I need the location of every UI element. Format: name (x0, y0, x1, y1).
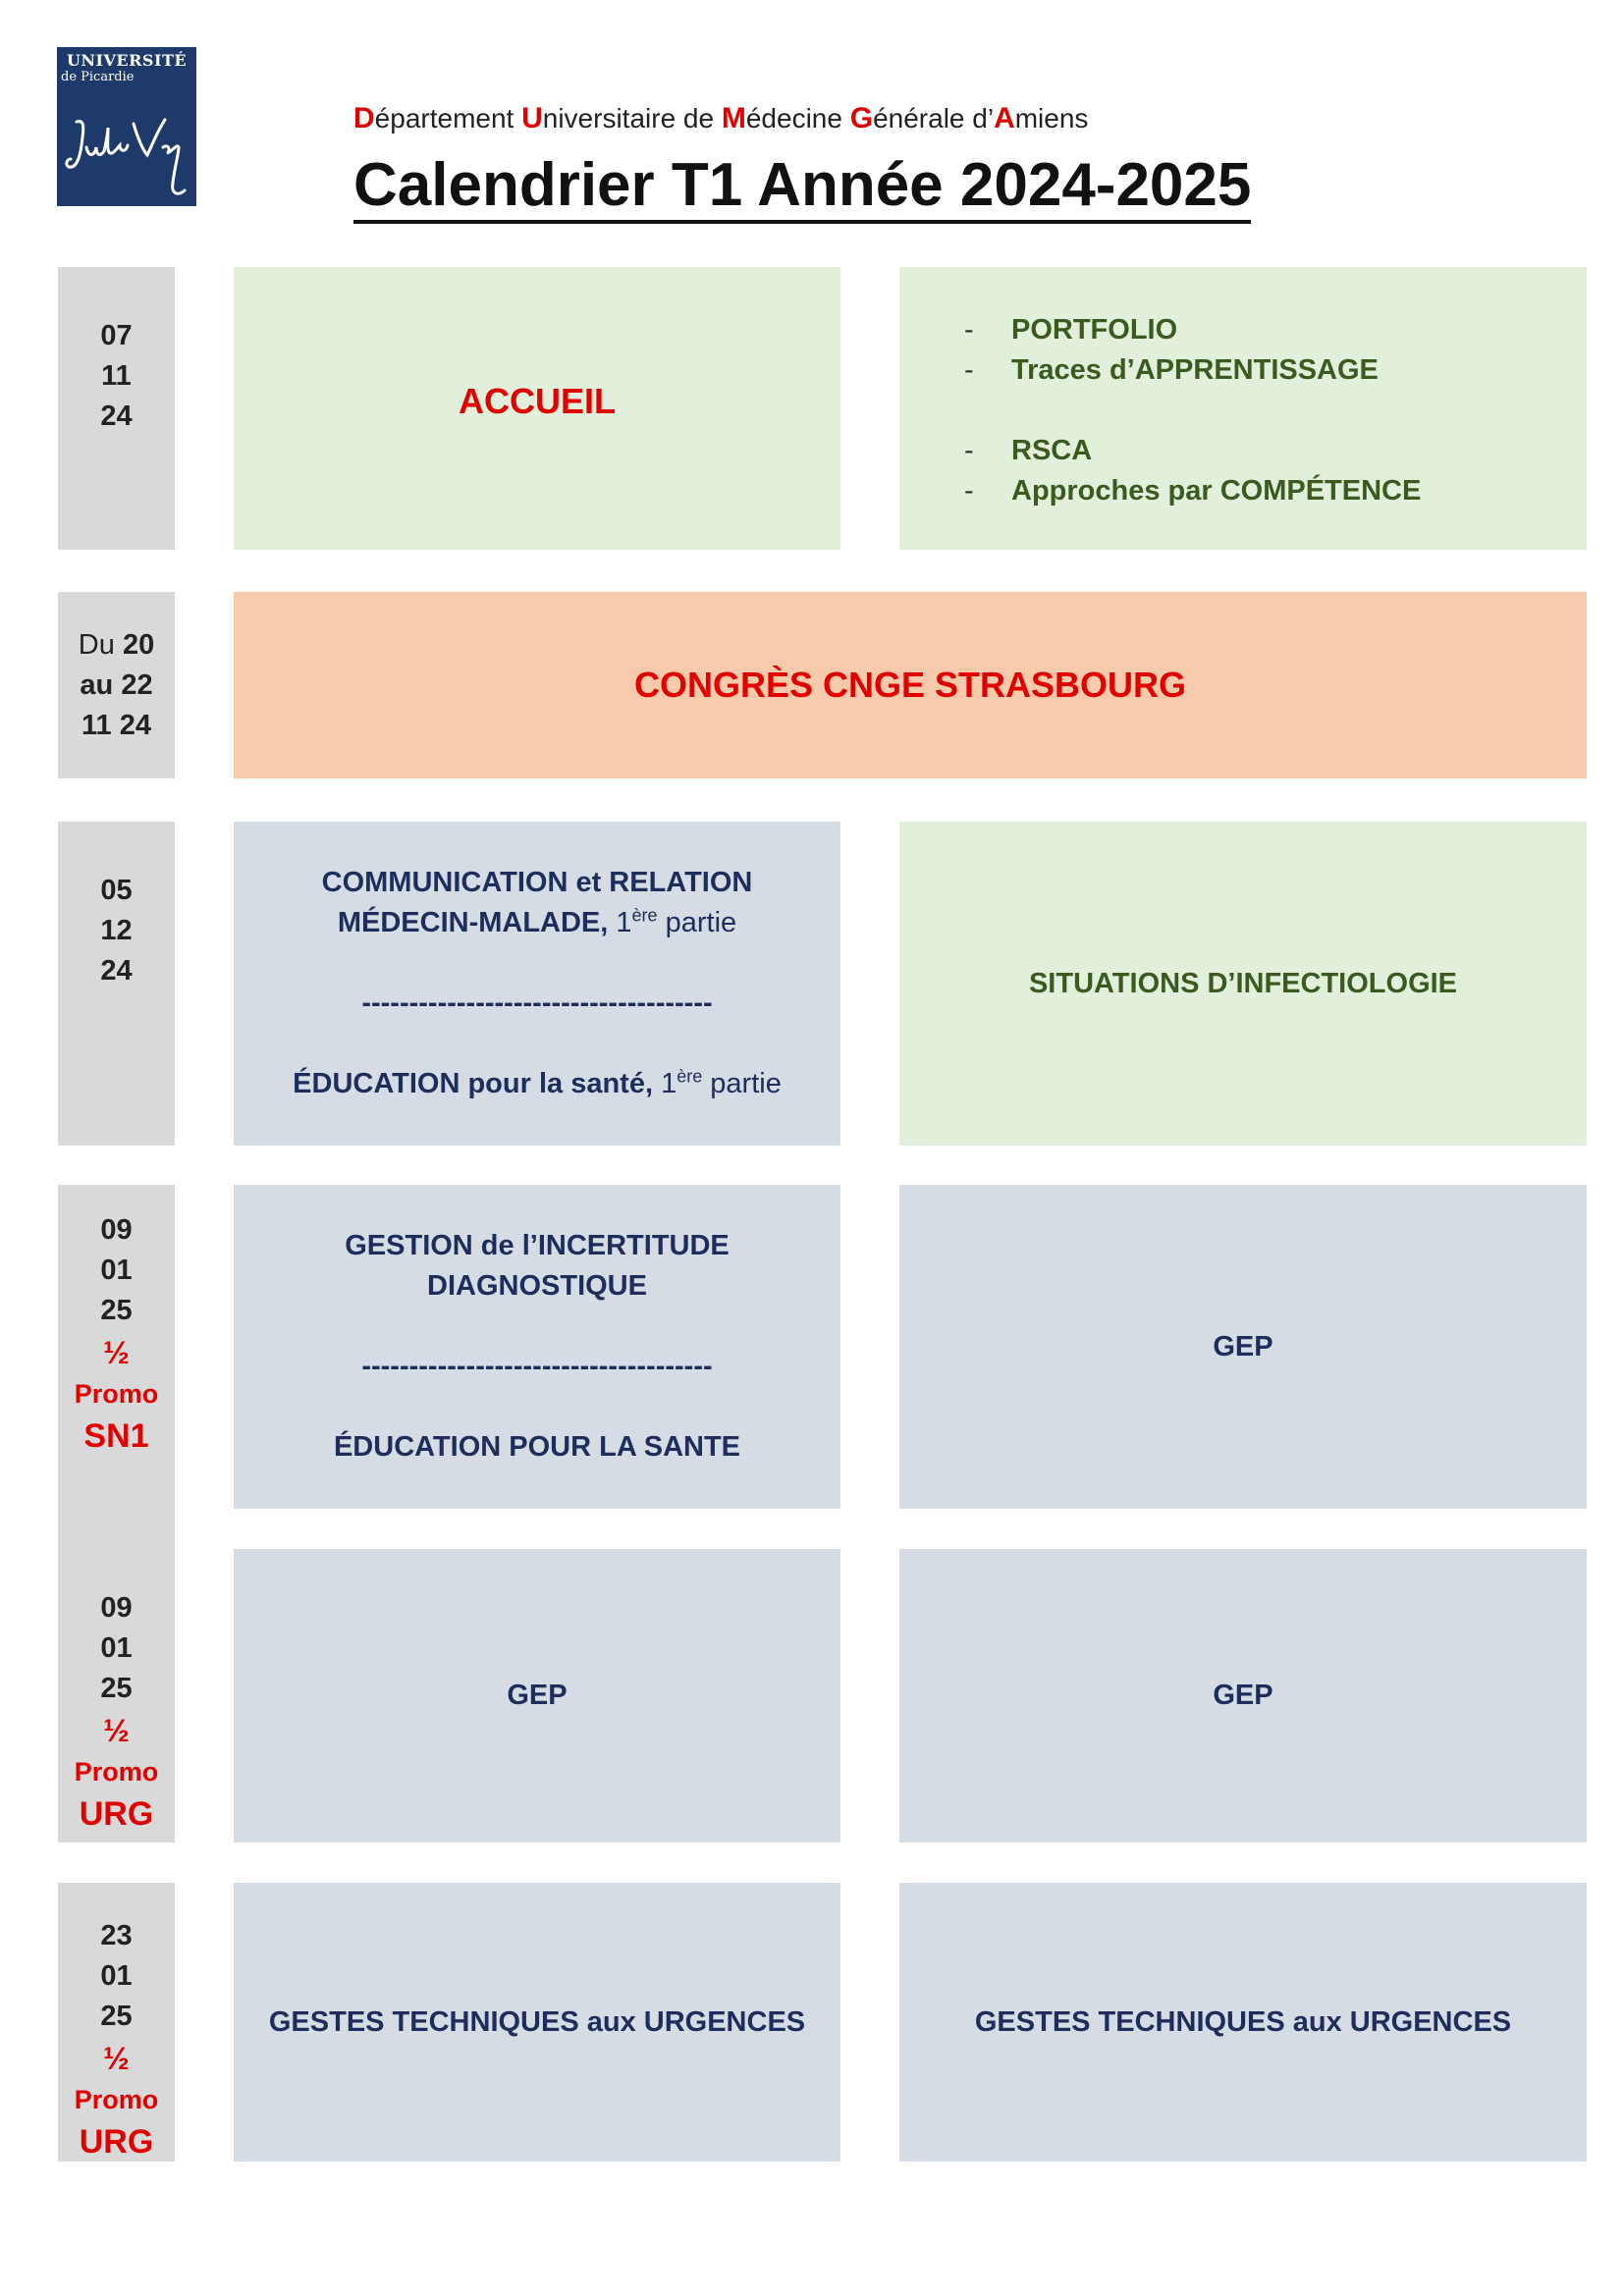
date-day: 09 (100, 1592, 133, 1624)
session-cell-congres (234, 592, 1587, 778)
promo-code: SN1 (83, 1417, 149, 1455)
dept-initial: D (353, 102, 375, 134)
date-cell-row5 (58, 1563, 175, 1842)
date-month-year: 11 24 (81, 709, 151, 741)
logo-university-label: UNIVERSITÉ (66, 51, 188, 70)
half-mark: ½ (103, 1335, 130, 1370)
date-day: 23 (100, 1920, 133, 1951)
accueil-label: ACCUEIL (459, 381, 616, 421)
dept-text: épartement (374, 103, 522, 133)
education-line: ÉDUCATION POUR LA SANTE (333, 1431, 741, 1463)
list-item: - Approches par COMPÉTENCE (964, 475, 1422, 507)
session-cell-portfolio (899, 267, 1587, 550)
portfolio-list (964, 310, 1421, 511)
communication-line1: COMMUNICATION et RELATION (321, 867, 753, 898)
jules-verne-signature-icon (63, 108, 190, 201)
date-cell-row1 (58, 267, 175, 550)
session-cell-gep (899, 1185, 1587, 1509)
education-line: ÉDUCATION pour la santé, 1ère partie (293, 1066, 782, 1099)
separator: ------------------------------------- (361, 1351, 713, 1382)
date-month: 01 (100, 1960, 133, 1992)
date-year: 25 (100, 1295, 133, 1326)
session-cell-gestes-left (234, 1883, 840, 2162)
gep-label: GEP (1213, 1330, 1273, 1362)
dept-initial: M (721, 102, 746, 134)
communication-line2: MÉDECIN-MALADE, 1ère partie (337, 905, 737, 938)
session-cell-gestes-right (899, 1883, 1587, 2162)
dept-text: énérale d’ (873, 103, 995, 133)
date-day: 05 (100, 875, 133, 906)
list-item: - RSCA (964, 435, 1093, 466)
session-cell-incertitude (234, 1185, 840, 1509)
date-year: 24 (100, 400, 133, 432)
list-spacer (964, 391, 1421, 431)
date-from: Du 20 (78, 628, 155, 661)
separator: ------------------------------------- (361, 988, 713, 1019)
date-day: 07 (100, 320, 133, 351)
date-cell-row6 (58, 1883, 175, 2162)
half-mark: ½ (103, 2041, 130, 2076)
session-cell-communication (234, 822, 840, 1146)
dept-text: miens (1014, 103, 1089, 133)
logo-picardie-label: de Picardie (61, 70, 135, 84)
dept-text: édecine (745, 103, 850, 133)
promo-code: URG (79, 2123, 154, 2161)
date-month: 01 (100, 1255, 133, 1286)
promo-code: URG (79, 1795, 154, 1833)
dept-initial: G (849, 102, 874, 134)
dept-text: niversitaire de (542, 103, 722, 133)
date-cell-row3 (58, 822, 175, 1146)
dept-initial: A (994, 102, 1015, 134)
list-item: - PORTFOLIO (964, 314, 1178, 346)
gestes-label: GESTES TECHNIQUES aux URGENCES (268, 2005, 806, 2038)
half-mark: ½ (103, 1713, 130, 1748)
university-logo (57, 47, 196, 206)
session-cell-infectiologie (899, 822, 1587, 1146)
dept-initial: U (521, 102, 543, 134)
infectiologie-label: SITUATIONS D’INFECTIOLOGIE (1028, 967, 1458, 999)
page-title: Calendrier T1 Année 2024-2025 (353, 153, 1251, 224)
session-cell-gep-left (234, 1549, 840, 1842)
date-year: 24 (100, 955, 133, 987)
gep-label: GEP (1213, 1680, 1273, 1711)
department-name (353, 102, 1088, 135)
date-cell-row4 (58, 1185, 175, 1479)
date-month: 01 (100, 1632, 133, 1664)
date-month: 11 (101, 360, 132, 392)
incertitude-line2: DIAGNOSTIQUE (427, 1270, 647, 1302)
date-to: au 22 (80, 668, 153, 701)
date-cell-row2 (58, 592, 175, 778)
promo-label: Promo (74, 1757, 159, 1787)
session-cell-accueil (234, 267, 840, 550)
congres-label: CONGRÈS CNGE STRASBOURG (633, 665, 1187, 705)
date-year: 25 (100, 2001, 133, 2032)
date-day: 09 (100, 1214, 133, 1246)
gestes-label: GESTES TECHNIQUES aux URGENCES (974, 2005, 1512, 2038)
list-item: - Traces d’APPRENTISSAGE (964, 354, 1379, 386)
promo-label: Promo (74, 2085, 159, 2114)
promo-label: Promo (74, 1379, 159, 1409)
date-month: 12 (100, 915, 133, 946)
session-cell-gep-right (899, 1549, 1587, 1842)
date-year: 25 (100, 1673, 133, 1704)
gep-label: GEP (507, 1680, 568, 1711)
incertitude-line1: GESTION de l’INCERTITUDE (345, 1230, 730, 1261)
